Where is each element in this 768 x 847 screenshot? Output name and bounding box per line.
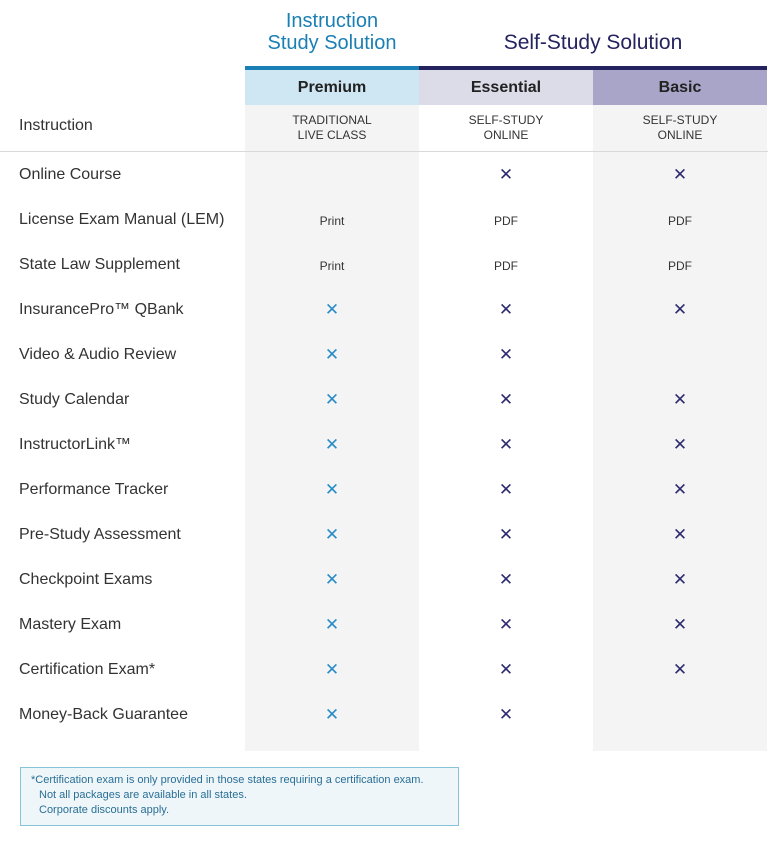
check-x-icon: ✕ bbox=[672, 480, 688, 499]
check-x-icon: ✕ bbox=[324, 705, 340, 724]
instruction-study-solution-heading bbox=[245, 10, 419, 54]
feature-label: Online Course bbox=[19, 166, 122, 183]
essential-mode-line1: SELF-STUDY bbox=[468, 113, 544, 127]
basic-included-cell bbox=[593, 301, 767, 319]
check-x-icon: ✕ bbox=[324, 480, 340, 499]
premium-included-cell bbox=[245, 616, 419, 634]
feature-label: Checkpoint Exams bbox=[19, 571, 153, 588]
basic-included-cell bbox=[593, 391, 767, 409]
check-x-icon: ✕ bbox=[498, 480, 514, 499]
table-row bbox=[0, 435, 768, 480]
check-x-icon: ✕ bbox=[498, 660, 514, 679]
essential-included-cell bbox=[419, 616, 593, 634]
check-x-icon: ✕ bbox=[498, 390, 514, 409]
instruction-heading-line2: Study Solution bbox=[267, 32, 397, 54]
feature-label: License Exam Manual (LEM) bbox=[19, 211, 225, 228]
premium-included-cell bbox=[245, 301, 419, 319]
essential-included-cell bbox=[419, 436, 593, 454]
feature-label: Certification Exam* bbox=[19, 661, 156, 678]
check-x-icon: ✕ bbox=[672, 165, 688, 184]
feature-label: State Law Supplement bbox=[19, 256, 180, 273]
premium-included-cell bbox=[245, 706, 419, 724]
check-x-icon: ✕ bbox=[324, 390, 340, 409]
check-x-icon: ✕ bbox=[498, 165, 514, 184]
feature-label: Mastery Exam bbox=[19, 616, 122, 633]
tier-essential-header: Essential bbox=[419, 70, 593, 105]
check-x-icon: ✕ bbox=[498, 525, 514, 544]
check-x-icon: ✕ bbox=[672, 525, 688, 544]
premium-included-cell bbox=[245, 346, 419, 364]
feature-label: InstructorLink™ bbox=[19, 436, 132, 453]
check-x-icon: ✕ bbox=[498, 435, 514, 454]
premium-included-cell bbox=[245, 661, 419, 679]
table-row bbox=[0, 165, 768, 210]
check-x-icon: ✕ bbox=[498, 570, 514, 589]
essential-mode-line2: ONLINE bbox=[483, 128, 529, 142]
self-study-solution-heading: Self-Study Solution bbox=[503, 31, 683, 54]
basic-delivery-mode bbox=[593, 113, 767, 143]
table-row bbox=[0, 705, 768, 750]
feature-label: Money-Back Guarantee bbox=[19, 706, 188, 723]
feature-label: InsurancePro™ QBank bbox=[19, 301, 184, 318]
basic-included-cell bbox=[593, 526, 767, 544]
check-x-icon: ✕ bbox=[324, 525, 340, 544]
essential-format-cell: PDF bbox=[494, 259, 518, 273]
basic-included-cell bbox=[593, 436, 767, 454]
table-row bbox=[0, 525, 768, 570]
header-divider bbox=[0, 151, 768, 152]
instruction-heading-line1: Instruction bbox=[285, 10, 379, 32]
essential-included-cell bbox=[419, 346, 593, 364]
check-x-icon: ✕ bbox=[324, 435, 340, 454]
check-x-icon: ✕ bbox=[324, 615, 340, 634]
check-x-icon: ✕ bbox=[672, 390, 688, 409]
footnote-line1: *Certification exam is only provided in those states requiring a certification exam. bbox=[31, 774, 424, 786]
essential-included-cell bbox=[419, 526, 593, 544]
essential-included-cell bbox=[419, 166, 593, 184]
essential-included-cell bbox=[419, 706, 593, 724]
table-row bbox=[0, 345, 768, 390]
feature-label: Pre-Study Assessment bbox=[19, 526, 181, 543]
check-x-icon: ✕ bbox=[324, 660, 340, 679]
check-x-icon: ✕ bbox=[324, 345, 340, 364]
check-x-icon: ✕ bbox=[672, 435, 688, 454]
check-x-icon: ✕ bbox=[324, 300, 340, 319]
premium-included-cell bbox=[245, 481, 419, 499]
premium-format-cell: Print bbox=[319, 214, 345, 228]
check-x-icon: ✕ bbox=[498, 300, 514, 319]
instruction-row bbox=[0, 105, 768, 151]
essential-included-cell bbox=[419, 661, 593, 679]
premium-delivery-mode bbox=[245, 113, 419, 143]
table-row bbox=[0, 480, 768, 525]
premium-format-cell: Print bbox=[319, 259, 345, 273]
essential-included-cell bbox=[419, 301, 593, 319]
table-row bbox=[0, 390, 768, 435]
check-x-icon: ✕ bbox=[498, 705, 514, 724]
tier-premium-header: Premium bbox=[245, 70, 419, 105]
footnote-line2: Not all packages are available in all states. bbox=[39, 789, 247, 801]
basic-included-cell bbox=[593, 481, 767, 499]
essential-included-cell bbox=[419, 571, 593, 589]
premium-mode-line2: LIVE CLASS bbox=[297, 128, 367, 142]
check-x-icon: ✕ bbox=[498, 615, 514, 634]
feature-label: Video & Audio Review bbox=[19, 346, 177, 363]
table-row bbox=[0, 210, 768, 255]
basic-included-cell bbox=[593, 571, 767, 589]
check-x-icon: ✕ bbox=[672, 300, 688, 319]
premium-included-cell bbox=[245, 526, 419, 544]
footnote-line3: Corporate discounts apply. bbox=[39, 804, 170, 816]
check-x-icon: ✕ bbox=[324, 570, 340, 589]
table-row bbox=[0, 300, 768, 345]
feature-label: Study Calendar bbox=[19, 391, 130, 408]
premium-mode-line1: TRADITIONAL bbox=[292, 113, 372, 127]
basic-mode-line1: SELF-STUDY bbox=[642, 113, 718, 127]
table-row bbox=[0, 255, 768, 300]
table-row bbox=[0, 660, 768, 705]
tier-basic-header: Basic bbox=[593, 70, 767, 105]
premium-included-cell bbox=[245, 391, 419, 409]
basic-included-cell bbox=[593, 616, 767, 634]
footnote-box bbox=[20, 767, 459, 826]
essential-format-cell: PDF bbox=[494, 214, 518, 228]
premium-included-cell bbox=[245, 436, 419, 454]
essential-included-cell bbox=[419, 481, 593, 499]
basic-format-cell: PDF bbox=[668, 214, 692, 228]
check-x-icon: ✕ bbox=[498, 345, 514, 364]
premium-included-cell bbox=[245, 571, 419, 589]
check-x-icon: ✕ bbox=[672, 615, 688, 634]
table-row bbox=[0, 615, 768, 660]
essential-delivery-mode bbox=[419, 113, 593, 143]
basic-included-cell bbox=[593, 166, 767, 184]
feature-label: Performance Tracker bbox=[19, 481, 169, 498]
basic-mode-line2: ONLINE bbox=[657, 128, 703, 142]
basic-included-cell bbox=[593, 661, 767, 679]
instruction-row-label: Instruction bbox=[19, 117, 93, 134]
table-row bbox=[0, 570, 768, 615]
basic-format-cell: PDF bbox=[668, 259, 692, 273]
essential-included-cell bbox=[419, 391, 593, 409]
check-x-icon: ✕ bbox=[672, 570, 688, 589]
check-x-icon: ✕ bbox=[672, 660, 688, 679]
